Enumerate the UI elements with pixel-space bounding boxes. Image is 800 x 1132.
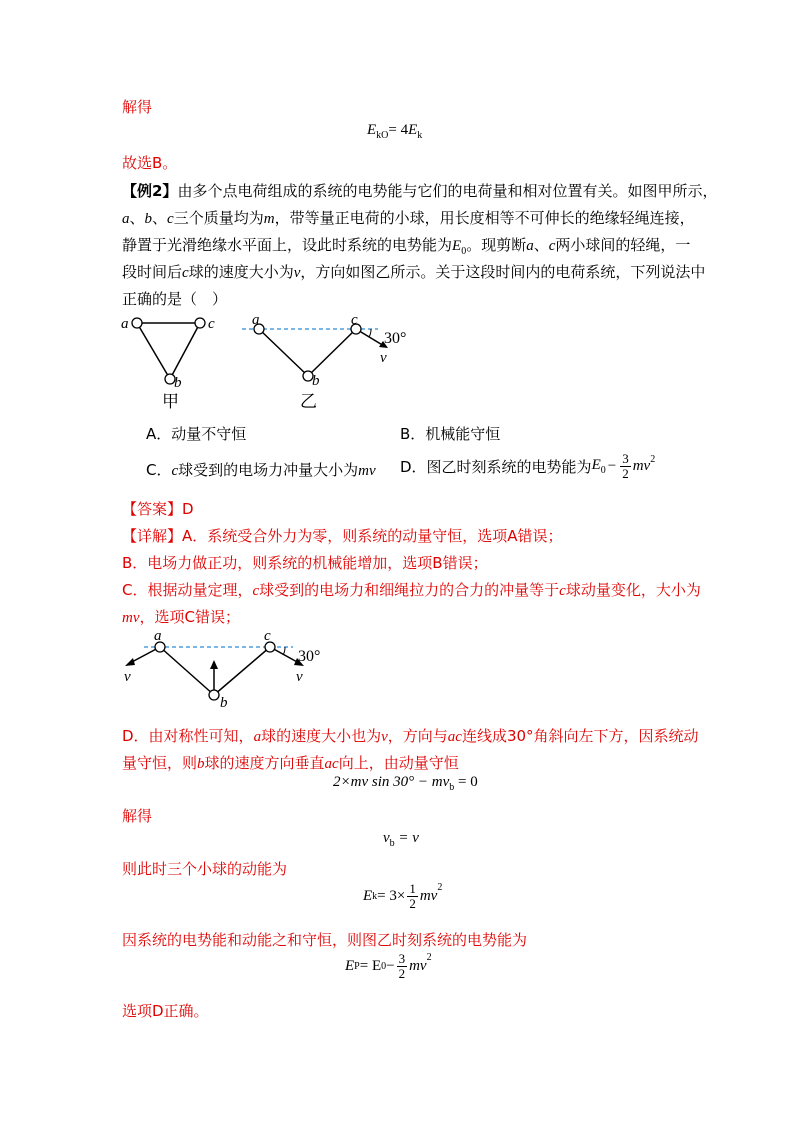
svg-text:a: a — [154, 628, 162, 644]
svg-text:v: v — [124, 669, 131, 685]
svg-text:b: b — [220, 695, 228, 711]
svg-text:c: c — [351, 312, 358, 328]
figure-yi — [238, 310, 418, 410]
svg-text:a: a — [252, 312, 260, 328]
detail-c-line2: mv，选项C错误； — [122, 608, 240, 626]
equation-momentum: 2×mv $\sin 30^\circ - mv_b = 0$ — [333, 774, 478, 793]
caption-jia: 甲 — [162, 392, 179, 410]
equation-vb: $v_b = v$ — [383, 830, 419, 849]
final-answer: 选项D正确。 — [122, 1002, 209, 1020]
explain-d-line1: D．由对称性可知，a球的速度大小也为v，方向与ac连线成30°角斜向左下方，因系统动 — [122, 727, 699, 745]
label-b: b — [174, 375, 182, 391]
option-a: A．动量不守恒 — [146, 425, 247, 443]
conservation-line: 因系统的电势能和动能之和守恒，则图乙时刻系统的电势能为 — [122, 931, 528, 949]
detail-c-line1: C．根据动量定理，c球受到的电场力和细绳拉力的合力的冲量等于c球动量变化，大小为 — [122, 581, 701, 599]
ball-a — [132, 318, 142, 328]
svg-text:30°: 30° — [384, 330, 407, 347]
equation-ep: E P = E 0 − $\frac{3}{2}$ mv $^2$ — [345, 951, 432, 981]
example-line-2: a、b、c三个质量均为m，带等量正电荷的小球，用长度相等不可伸长的绝缘轻绳连接， — [122, 209, 695, 227]
option-d: D．图乙时刻系统的电势能为 $E_0$ − $\frac{3}{2}$ mv $^2$ — [400, 451, 656, 481]
ball-c — [195, 318, 205, 328]
svg-text:b: b — [312, 373, 320, 389]
example-line-5: 正确的是（ ） — [122, 290, 228, 308]
label-c: c — [208, 316, 215, 332]
label-a: a — [121, 316, 129, 332]
detail-a: 【详解】A．系统受合外力为零，则系统的动量守恒，选项A错误； — [122, 527, 563, 545]
jiede-label-1: 解得 — [122, 98, 153, 116]
explain-d-line2: 量守恒，则b球的速度方向垂直ac向上，由动量守恒 — [122, 754, 459, 772]
answer-line: 【答案】D — [122, 500, 194, 518]
jiede-label-2: 解得 — [122, 807, 153, 825]
svg-text:c: c — [264, 628, 271, 644]
equation-eko: $E_{kO}= 4E_k$ — [367, 122, 423, 141]
choose-b: 故选B。 — [122, 154, 178, 172]
svg-text:v: v — [296, 669, 303, 685]
example-line-4: 段时间后c球的速度大小为v，方向如图乙所示。关于这段时间内的电荷系统，下列说法中 — [122, 263, 706, 281]
equation-ek: E k = 3× $\frac{1}{2}$ mv $^2$ — [363, 881, 443, 911]
option-b: B．机械能守恒 — [400, 425, 501, 443]
svg-text:v: v — [380, 350, 387, 366]
figure-jia — [118, 310, 218, 410]
example-line-3: 静置于光滑绝缘水平面上，设此时系统的电势能为$E_0$。现剪断a、c两小球间的轻绳，一 — [122, 236, 691, 257]
ke-intro: 则此时三个小球的动能为 — [122, 860, 288, 878]
svg-text:30°: 30° — [298, 648, 321, 665]
svg-text:乙: 乙 — [300, 392, 317, 410]
example-line-1: 【例2】由多个点电荷组成的系统的电势能与它们的电荷量和相对位置有关。如图甲所示， — [122, 182, 718, 200]
option-c: C．c球受到的电场力冲量大小为mv — [146, 461, 376, 479]
detail-b: B．电场力做正功，则系统的机械能增加，选项B错误； — [122, 554, 488, 572]
figure-velocities — [118, 625, 338, 715]
